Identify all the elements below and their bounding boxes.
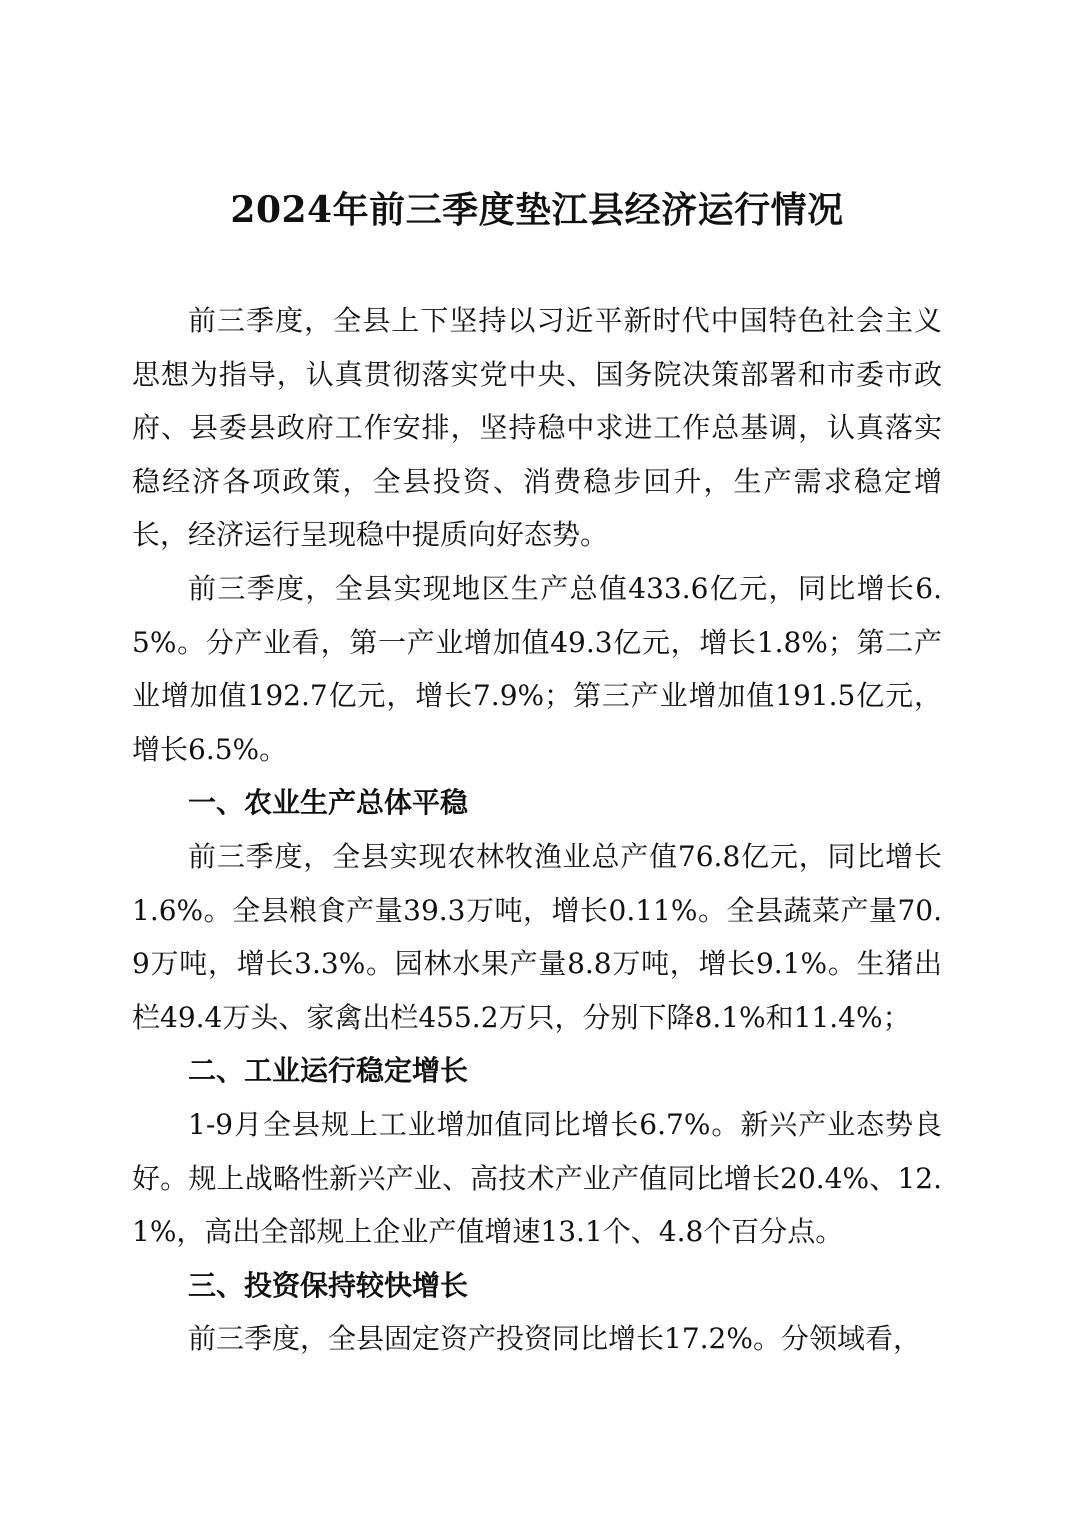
document-title: 2024年前三季度垫江县经济运行情况 (230, 189, 844, 231)
gdp-paragraph: 前三季度，全县实现地区生产总值433.6亿元，同比增长6.5%。分产业看，第一产业增加值49.3亿元，增长1.8%；第二产业增加值192.7亿元，增长7.9%；第三产业增加值191.5亿元，增长6.5%。 (132, 571, 942, 766)
section-body-agriculture: 前三季度，全县实现农林牧渔业总产值76.8亿元，同比增长1.6%。全县粮食产量39.3万吨，增长0.11%。全县蔬菜产量70.9万吨，增长3.3%。园林水果产量8.8万吨，增长9.1%。生猪出栏49.4万头、家禽出栏455.2万只，分别下降8.1%和11.4%； (132, 839, 942, 1034)
section-body-investment: 前三季度，全县固定资产投资同比增长17.2%。分领域看， (188, 1322, 921, 1356)
document-body (132, 294, 942, 1366)
section-heading-agriculture: 一、农业生产总体平稳 (188, 786, 469, 820)
intro-paragraph: 前三季度，全县上下坚持以习近平新时代中国特色社会主义思想为指导，认真贯彻落实党中央、国务院决策部署和市委市政府、县委县政府工作安排，坚持稳中求进工作总基调，认真落实稳经济各项政策，全县投资、消费稳步回升，生产需求稳定增长，经济运行呈现稳中提质向好态势。 (132, 304, 942, 552)
section-heading-industry: 二、工业运行稳定增长 (188, 1054, 469, 1088)
section-heading-investment: 三、投资保持较快增长 (188, 1268, 469, 1302)
section-body-industry: 1-9月全县规上工业增加值同比增长6.7%。新兴产业态势良好。规上战略性新兴产业、高技术产业产值同比增长20.4%、12.1%，高出全部规上企业产值增速13.1个、4.8个百分点。 (132, 1107, 942, 1249)
